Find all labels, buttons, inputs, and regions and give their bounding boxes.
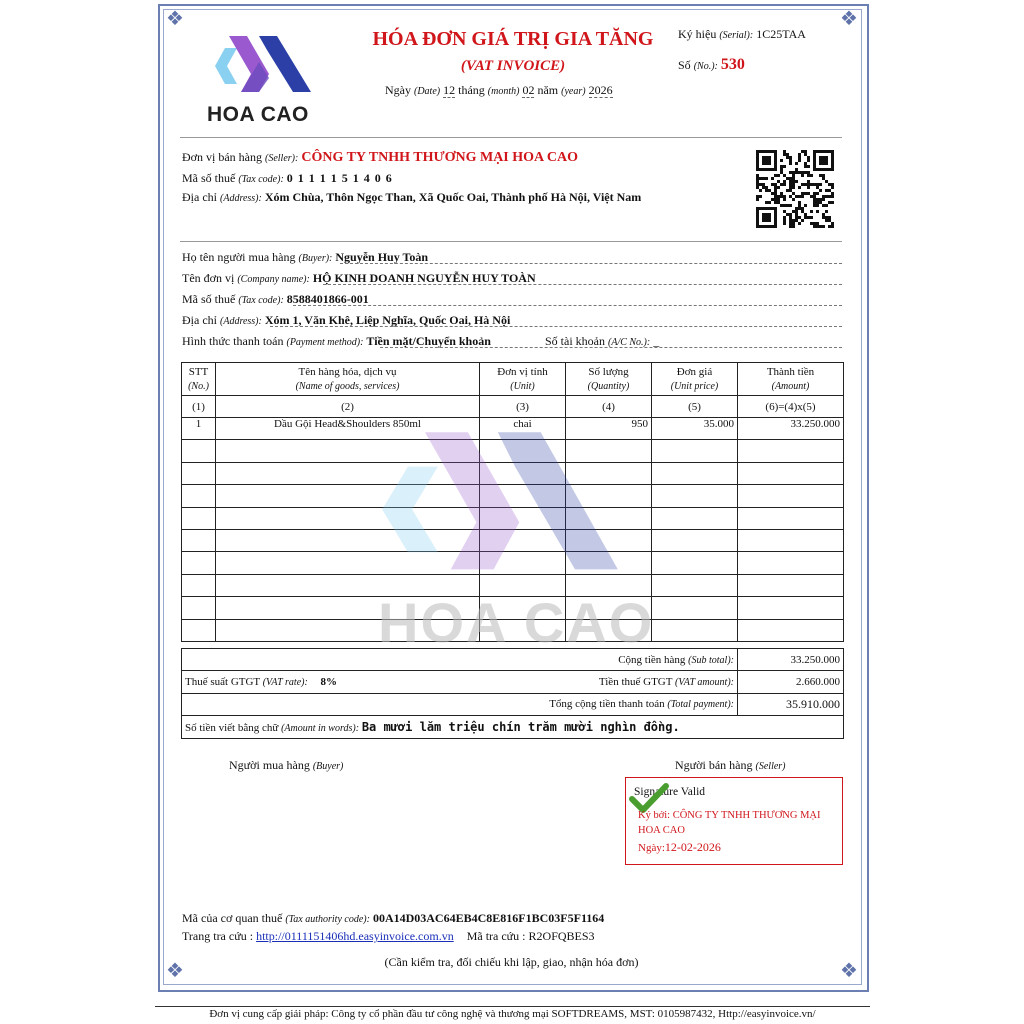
cell-qty: 950 [566, 418, 652, 440]
dotted-line [323, 284, 842, 285]
solution-provider: Đơn vị cung cấp giải pháp: Công ty cổ phần đầu tư công nghệ và thương mại SOFTDREAMS, MST: 0105987432, Http://easyinvoice.vn/ [209, 1008, 816, 1020]
total-label-cell [182, 693, 738, 715]
buyer-company: HỘ KINH DOANH NGUYỄN HUY TOÀN [312, 271, 536, 285]
corner-ornament-icon: ❖ [840, 8, 858, 30]
tax-authority-code: 00A14D03AC64EB4C8E816F1BC03F5F1164 [372, 911, 605, 925]
empty-cell [182, 619, 216, 641]
empty-cell [738, 485, 844, 507]
serial-label-en: (Serial): [719, 30, 754, 41]
column-header [738, 363, 844, 396]
seller-sign-label: Người bán hàng [675, 758, 753, 772]
cell-amount: 33.250.000 [738, 418, 844, 440]
payment-label: Hình thức thanh toán [182, 334, 284, 348]
empty-cell [738, 529, 844, 551]
buyer-address: Xóm 1, Văn Khê, Liệp Nghĩa, Quốc Oai, Hà Nội [264, 313, 511, 327]
qr-code-icon [756, 150, 834, 228]
seller-tax-label: Mã số thuế [182, 171, 236, 185]
column-header [652, 363, 738, 396]
corner-ornament-icon: ❖ [166, 960, 184, 982]
subtotal-label: Cộng tiền hàng [618, 653, 686, 666]
empty-cell [182, 440, 216, 462]
buyer-address-label: Địa chỉ [182, 313, 217, 327]
dotted-line [270, 326, 842, 327]
buyer-tax-label-en: (Tax code): [238, 295, 284, 306]
dotted-line [293, 305, 842, 306]
table-header-row [182, 363, 844, 396]
seller-label: Đơn vị bán hàng [182, 150, 262, 164]
invoice-title-en: (VAT INVOICE) [460, 58, 566, 74]
invoice-date [385, 83, 613, 98]
buyer-company-label: Tên đơn vị [182, 271, 235, 285]
seller-sign-label-en: (Seller) [755, 761, 786, 772]
payment-method: Tiền mặt/Chuyển khoản [366, 334, 491, 348]
tax-authority-label: Mã của cơ quan thuế [182, 911, 283, 925]
signed-by-text-2: HOA CAO [638, 825, 685, 836]
table-index-row [182, 396, 844, 418]
column-index: (4) [566, 396, 652, 418]
column-index: (2) [216, 396, 480, 418]
qr-code [756, 150, 834, 228]
logo-mark-icon [207, 34, 317, 96]
dotted-line [340, 263, 842, 264]
number-label: Số [678, 58, 691, 72]
column-index: (6)=(4)x(5) [738, 396, 844, 418]
column-header-en: (No.) [188, 380, 209, 392]
empty-cell [652, 574, 738, 596]
serial-label: Ký hiệu [678, 27, 717, 41]
empty-cell [182, 485, 216, 507]
empty-cell [652, 552, 738, 574]
signature-valid-text: Signature Valid [634, 786, 706, 798]
tax-authority-label-en: (Tax authority code): [285, 914, 370, 925]
total-row [182, 693, 844, 715]
seller-signature-label [675, 758, 786, 773]
account-label-en: (A/C No.): [608, 337, 651, 348]
empty-cell [738, 619, 844, 641]
vat-amount-value: 2.660.000 [738, 671, 844, 693]
vat-rate-label-en: (VAT rate): [262, 677, 308, 689]
amount-words-label: Số tiền viết bằng chữ [185, 721, 279, 734]
column-header [480, 363, 566, 396]
signature-date-line [638, 840, 721, 855]
date-day: 12 [443, 83, 456, 97]
vat-row [182, 671, 844, 693]
vat-amount-label: Tiền thuế GTGT [598, 676, 673, 689]
buyer-company-label-en: (Company name): [237, 274, 310, 285]
logo-text: HOA CAO [207, 103, 309, 126]
totals-table [181, 648, 844, 739]
month-label: tháng [458, 83, 485, 97]
footer-divider [155, 1006, 870, 1007]
buyer-tax-label: Mã số thuế [182, 292, 236, 306]
subtotal-label-en: (Sub total): [688, 654, 734, 666]
lookup-link[interactable]: http://0111151406hd.easyinvoice.com.vn [256, 929, 454, 943]
empty-cell [738, 462, 844, 484]
date-label-en: (Date) [414, 86, 441, 97]
empty-cell [738, 597, 844, 619]
lookup-code-label: Mã tra cứu : [466, 929, 526, 943]
watermark-logo [380, 428, 620, 578]
company-logo [207, 34, 317, 126]
column-header-en: (Unit) [510, 380, 535, 392]
signed-by-text: Ký bởi: CÔNG TY TNHH THƯƠNG MẠI [638, 810, 821, 821]
empty-cell [182, 574, 216, 596]
empty-cell [652, 462, 738, 484]
invoice-number-line [678, 56, 745, 74]
amount-words-row [182, 716, 844, 738]
subtotal-row [182, 649, 844, 671]
vat-rate: 8% [320, 676, 338, 689]
empty-cell [182, 597, 216, 619]
empty-cell [182, 462, 216, 484]
account-number: _ [653, 334, 660, 348]
invoice-title: HÓA ĐƠN GIÁ TRỊ GIA TĂNG [372, 28, 654, 50]
watermark-text: HOA CAO [378, 591, 655, 654]
empty-cell [652, 507, 738, 529]
divider [180, 241, 842, 242]
empty-cell [182, 529, 216, 551]
seller-name: CÔNG TY TNHH THƯƠNG MẠI HOA CAO [301, 150, 578, 165]
invoice-number: 530 [720, 56, 745, 73]
empty-cell [182, 552, 216, 574]
column-index: (3) [480, 396, 566, 418]
digital-signature-box [625, 777, 843, 865]
buyer-name-label-en: (Buyer): [298, 253, 333, 264]
vat-amount-label-en: (VAT amount): [675, 677, 734, 689]
year-label: năm [537, 83, 559, 97]
column-header-vi: Tên hàng hóa, dịch vụ [298, 365, 397, 378]
seller-tax-label-en: (Tax code): [238, 174, 284, 185]
column-index: (1) [182, 396, 216, 418]
payment-label-en: (Payment method): [286, 337, 364, 348]
date-label: Ngày [385, 83, 411, 97]
empty-cell [652, 597, 738, 619]
amount-words-label-en: (Amount in words): [281, 722, 360, 734]
seller-tax-line [182, 171, 393, 186]
seller-address: Xóm Chùa, Thôn Ngọc Than, Xã Quốc Oai, Thành phố Hà Nội, Việt Nam [264, 190, 642, 204]
corner-ornament-icon: ❖ [840, 960, 858, 982]
empty-cell [652, 485, 738, 507]
column-header-vi: Đơn vị tính [497, 365, 548, 378]
date-month: 02 [522, 83, 535, 97]
cell-unit: chai [480, 418, 566, 440]
seller-name-line [182, 150, 578, 166]
total-label-en: (Total payment): [667, 699, 734, 711]
tax-authority-line [182, 911, 604, 926]
seller-address-label-en: (Address): [220, 193, 262, 204]
buyer-name-label: Họ tên người mua hàng [182, 250, 296, 264]
column-index: (5) [652, 396, 738, 418]
amount-words: Ba mươi lăm triệu chín trăm mười nghìn đồng. [361, 719, 680, 734]
lookup-code: R2OFQBES3 [528, 929, 595, 943]
empty-cell [652, 619, 738, 641]
column-header-en: (Quantity) [587, 380, 630, 392]
total-value: 35.910.000 [738, 693, 844, 715]
empty-cell [738, 507, 844, 529]
signature-date-label: Ngày: [638, 842, 665, 854]
column-header-vi: Số lượng [588, 365, 629, 378]
column-header-vi: Thành tiền [766, 365, 815, 378]
cell-name: Dầu Gội Head&Shoulders 850ml [216, 418, 480, 440]
buyer-sign-label: Người mua hàng [229, 758, 310, 772]
cell-price: 35.000 [652, 418, 738, 440]
column-header [182, 363, 216, 396]
lookup-line [182, 929, 595, 944]
seller-label-en: (Seller): [265, 153, 299, 164]
buyer-signature-label [229, 758, 343, 773]
seller-tax-code: 0 1 1 1 1 5 1 4 0 6 [286, 171, 393, 185]
dotted-line [380, 347, 842, 348]
empty-cell [738, 552, 844, 574]
lookup-label: Trang tra cứu : [182, 929, 254, 943]
watermark-logo-icon [380, 428, 620, 578]
date-year: 2026 [588, 83, 613, 97]
verification-note: (Cần kiểm tra, đối chiếu khi lập, giao, nhận hóa đơn) [384, 955, 639, 969]
column-header-en: (Unit price) [670, 380, 719, 392]
buyer-tax-code: 8588401866-001 [286, 292, 369, 306]
seller-address-label: Địa chỉ [182, 190, 217, 204]
subtotal-label-cell [182, 649, 738, 671]
column-header-en: (Name of goods, services) [295, 380, 400, 392]
number-label-en: (No.): [693, 61, 718, 72]
buyer-sign-label-en: (Buyer) [312, 761, 344, 772]
column-header [216, 363, 480, 396]
empty-cell [652, 440, 738, 462]
serial-line [678, 27, 806, 42]
empty-cell [652, 529, 738, 551]
corner-ornament-icon: ❖ [166, 8, 184, 30]
vat-rate-label: Thuế suất GTGT [185, 676, 260, 689]
column-header [566, 363, 652, 396]
buyer-name: Nguyễn Huy Toàn [335, 250, 429, 264]
subtotal-value: 33.250.000 [738, 649, 844, 671]
vat-cell [182, 671, 738, 693]
seller-address-line [182, 190, 641, 205]
month-label-en: (month) [487, 86, 520, 97]
total-label: Tổng cộng tiền thanh toán [549, 698, 665, 711]
column-header-vi: Đơn giá [676, 365, 713, 378]
divider [180, 137, 842, 138]
year-label-en: (year) [561, 86, 586, 97]
signature-date: 12-02-2026 [664, 840, 721, 854]
empty-cell [738, 440, 844, 462]
serial-value: 1C25TAA [756, 27, 806, 41]
column-header-vi: STT [188, 365, 209, 378]
buyer-address-label-en: (Address): [220, 316, 262, 327]
column-header-en: (Amount) [771, 380, 810, 392]
empty-cell [182, 507, 216, 529]
empty-cell [738, 574, 844, 596]
amount-words-cell [182, 716, 844, 738]
cell-no: 1 [182, 418, 216, 440]
account-label: Số tài khoản [545, 334, 605, 348]
